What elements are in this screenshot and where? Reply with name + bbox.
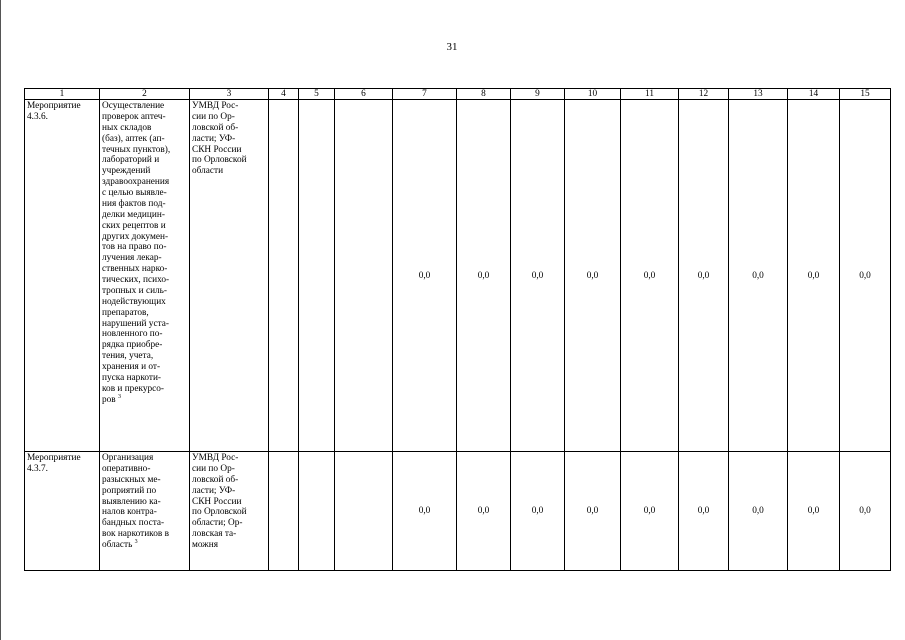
table-cell xyxy=(335,452,393,571)
footnote-mark: 3 xyxy=(118,393,122,400)
scan-edge-line xyxy=(0,0,1,640)
table-cell xyxy=(269,452,299,571)
page-number: 31 xyxy=(446,41,458,53)
header-cell: 1 xyxy=(25,89,100,100)
measure-description: Осуществление проверок аптеч- ных складов (баз), аптек (ап- течных пунктов), лабораторий и учреждений здравоохранения с целью выявле- ния фактов под- делки медицин- ских рецептов и других докумен- тов на право по- лучения лекар- ственных нарко- тических, психо- тропных и силь- нодействующих препаратов, нарушений уста- новленного по- рядка приобре- тения, учета, хранения и от- пуска наркоти- ков и прекурсо- ров $^3$ xyxy=(100,100,190,452)
header-row xyxy=(25,89,891,100)
table-cell xyxy=(299,100,335,452)
header-cell: 7 xyxy=(393,89,457,100)
value-cell: 0,0 xyxy=(788,100,840,452)
value-cell: 0,0 xyxy=(565,100,621,452)
header-cell: 2 xyxy=(100,89,190,100)
footnote-mark: 3 xyxy=(134,538,138,545)
measure-executor: УМВД Рос- сии по Ор- ловской об- ласти; УФ- СКН России по Орловской области xyxy=(190,100,269,452)
measure-number: Мероприятие 4.3.7. xyxy=(25,452,100,571)
value-cell: 0,0 xyxy=(679,452,729,571)
header-cell: 14 xyxy=(788,89,840,100)
header-cell: 9 xyxy=(511,89,565,100)
header-cell: 13 xyxy=(729,89,788,100)
value-cell: 0,0 xyxy=(729,100,788,452)
measure-executor: УМВД Рос- сии по Ор- ловской об- ласти; УФ- СКН России по Орловской области; Ор- ловская та- можня xyxy=(190,452,269,571)
value-cell: 0,0 xyxy=(511,100,565,452)
measures-table xyxy=(24,88,891,571)
table-row xyxy=(25,100,891,452)
table-cell xyxy=(269,100,299,452)
value-cell: 0,0 xyxy=(565,452,621,571)
value-cell: 0,0 xyxy=(788,452,840,571)
header-cell: 8 xyxy=(457,89,511,100)
header-cell: 15 xyxy=(840,89,891,100)
header-cell: 5 xyxy=(299,89,335,100)
value-cell: 0,0 xyxy=(840,452,891,571)
value-cell: 0,0 xyxy=(840,100,891,452)
value-cell: 0,0 xyxy=(457,452,511,571)
value-cell: 0,0 xyxy=(511,452,565,571)
header-cell: 12 xyxy=(679,89,729,100)
value-cell: 0,0 xyxy=(729,452,788,571)
header-cell: 10 xyxy=(565,89,621,100)
header-cell: 11 xyxy=(621,89,679,100)
measure-description: Организация оперативно- разыскных ме- роприятий по выявлению ка- налов контра- бандных поста- вок наркотиков в область $^3$ xyxy=(100,452,190,571)
table-row xyxy=(25,452,891,571)
table-cell xyxy=(299,452,335,571)
value-cell: 0,0 xyxy=(679,100,729,452)
value-cell: 0,0 xyxy=(393,100,457,452)
header-cell: 6 xyxy=(335,89,393,100)
value-cell: 0,0 xyxy=(621,100,679,452)
measure-number: Мероприятие 4.3.6. xyxy=(25,100,100,452)
header-cell: 3 xyxy=(190,89,269,100)
value-cell: 0,0 xyxy=(621,452,679,571)
value-cell: 0,0 xyxy=(457,100,511,452)
value-cell: 0,0 xyxy=(393,452,457,571)
header-cell: 4 xyxy=(269,89,299,100)
table-cell xyxy=(335,100,393,452)
